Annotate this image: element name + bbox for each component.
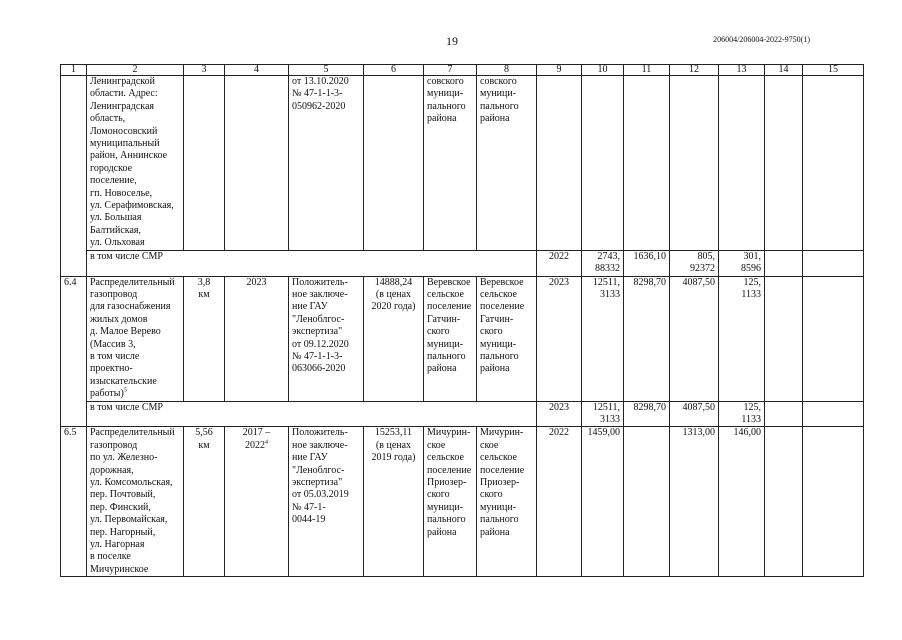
municipality-cell: Веревское сельское поселение Гатчин- ского муници- пального района [477, 276, 537, 401]
object-name-cell: Ленинградской области. Адрес: Ленинградская область, Ломоносовский муниципальный район, Аннинское городское поселение, гп. Новоселье, ул. Серафимовская, ул. Большая Балтийская, ул. Ольховая [87, 76, 184, 251]
value-cell: 12511, 3133 [582, 401, 624, 427]
table-row [61, 276, 864, 401]
value-cell [670, 76, 719, 251]
cost-cell [364, 76, 424, 251]
column-header: 11 [624, 65, 670, 76]
period-cell [225, 76, 289, 251]
value-cell [624, 427, 670, 577]
value-cell [765, 276, 803, 401]
value-cell: 12511, 3133 [582, 276, 624, 401]
period-cell: 2023 [225, 276, 289, 401]
value-cell [803, 250, 864, 276]
object-name-cell: Распределительный газопровод по ул. Железно- дорожная, ул. Комсомольская, пер. Почтовый, пер. Финский, ул. Первомайская, пер. Нагорный, ул. Нагорная в поселке Мичуринское [87, 427, 184, 577]
column-header: 10 [582, 65, 624, 76]
municipality-cell: Мичурин- ское сельское поселение Приозер- ского муници- пального района [477, 427, 537, 577]
column-header: 15 [803, 65, 864, 76]
document-id: 206004/206004-2022-9750(1) [713, 35, 810, 44]
year-cell: 2023 [537, 276, 582, 401]
column-header: 4 [225, 65, 289, 76]
gas-pipeline-table [60, 64, 864, 577]
year-cell: 2023 [537, 401, 582, 427]
length-cell: 3,8 км [184, 276, 225, 401]
expertise-cell: Положитель- ное заключе- ние ГАУ "Леноблгос- экспертиза" от 09.12.2020 № 47-1-1-3- 063066-2020 [289, 276, 364, 401]
value-cell [803, 401, 864, 427]
table-row [61, 76, 864, 251]
value-cell [765, 250, 803, 276]
value-cell [803, 76, 864, 251]
item-number-cell: 6.5 [61, 427, 87, 577]
cost-cell: 15253,11 (в ценах 2019 года) [364, 427, 424, 577]
value-cell: 301, 8596 [719, 250, 765, 276]
column-number-row [61, 65, 864, 76]
column-header: 12 [670, 65, 719, 76]
column-header: 6 [364, 65, 424, 76]
value-cell: 8298,70 [624, 401, 670, 427]
smr-row [61, 401, 864, 427]
value-cell: 805, 92372 [670, 250, 719, 276]
object-name-text: Распределительный газопровод для газоснабжения жилых домов д. Малое Верево (Массив 3, в том числе проектно- изыскательские работы) [90, 276, 175, 400]
item-number-cell [61, 76, 87, 277]
municipality-cell: совского муници- пального района [477, 76, 537, 251]
column-header: 14 [765, 65, 803, 76]
value-cell: 4087,50 [670, 401, 719, 427]
year-cell [537, 76, 582, 251]
page-number: 19 [446, 34, 458, 48]
length-cell: 5,56 км [184, 427, 225, 577]
cost-cell: 14888,24 (в ценах 2020 года) [364, 276, 424, 401]
smr-label: в том числе СМР [87, 250, 537, 276]
value-cell [582, 76, 624, 251]
table-row [61, 427, 864, 577]
value-cell: 2743, 88332 [582, 250, 624, 276]
value-cell: 1636,10 [624, 250, 670, 276]
length-cell [184, 76, 225, 251]
column-header: 2 [87, 65, 184, 76]
customer-cell: Веревское сельское поселение Гатчин- ского муници- пального района [424, 276, 477, 401]
column-header: 8 [477, 65, 537, 76]
customer-cell: Мичурин- ское сельское поселение Приозер- ского муници- пального района [424, 427, 477, 577]
period-cell [225, 427, 289, 577]
item-number-cell: 6.4 [61, 276, 87, 427]
value-cell [719, 76, 765, 251]
value-cell [765, 427, 803, 577]
value-cell: 8298,70 [624, 276, 670, 401]
value-cell [803, 276, 864, 401]
value-cell [624, 76, 670, 251]
expertise-cell: от 13.10.2020 № 47-1-1-3- 050962-2020 [289, 76, 364, 251]
value-cell [765, 401, 803, 427]
smr-row [61, 250, 864, 276]
value-cell: 1313,00 [670, 427, 719, 577]
year-cell: 2022 [537, 427, 582, 577]
column-header: 5 [289, 65, 364, 76]
column-header: 1 [61, 65, 87, 76]
smr-label: в том числе СМР [87, 401, 537, 427]
column-header: 3 [184, 65, 225, 76]
object-name-cell [87, 276, 184, 401]
expertise-cell: Положитель- ное заключе- ние ГАУ "Леноблгос- экспертиза" от 05.03.2019 № 47-1- 0044-19 [289, 427, 364, 577]
year-cell: 2022 [537, 250, 582, 276]
value-cell: 146,00 [719, 427, 765, 577]
customer-cell: совского муници- пального района [424, 76, 477, 251]
value-cell: 125, 1133 [719, 401, 765, 427]
value-cell: 4087,50 [670, 276, 719, 401]
column-header: 7 [424, 65, 477, 76]
value-cell [765, 76, 803, 251]
column-header: 13 [719, 65, 765, 76]
column-header: 9 [537, 65, 582, 76]
period-text: 2017 – 2022 [242, 427, 271, 451]
footnote-mark: 5 [123, 387, 127, 394]
value-cell: 1459,00 [582, 427, 624, 577]
value-cell [803, 427, 864, 577]
footnote-mark: 4 [265, 439, 268, 446]
value-cell: 125, 1133 [719, 276, 765, 401]
